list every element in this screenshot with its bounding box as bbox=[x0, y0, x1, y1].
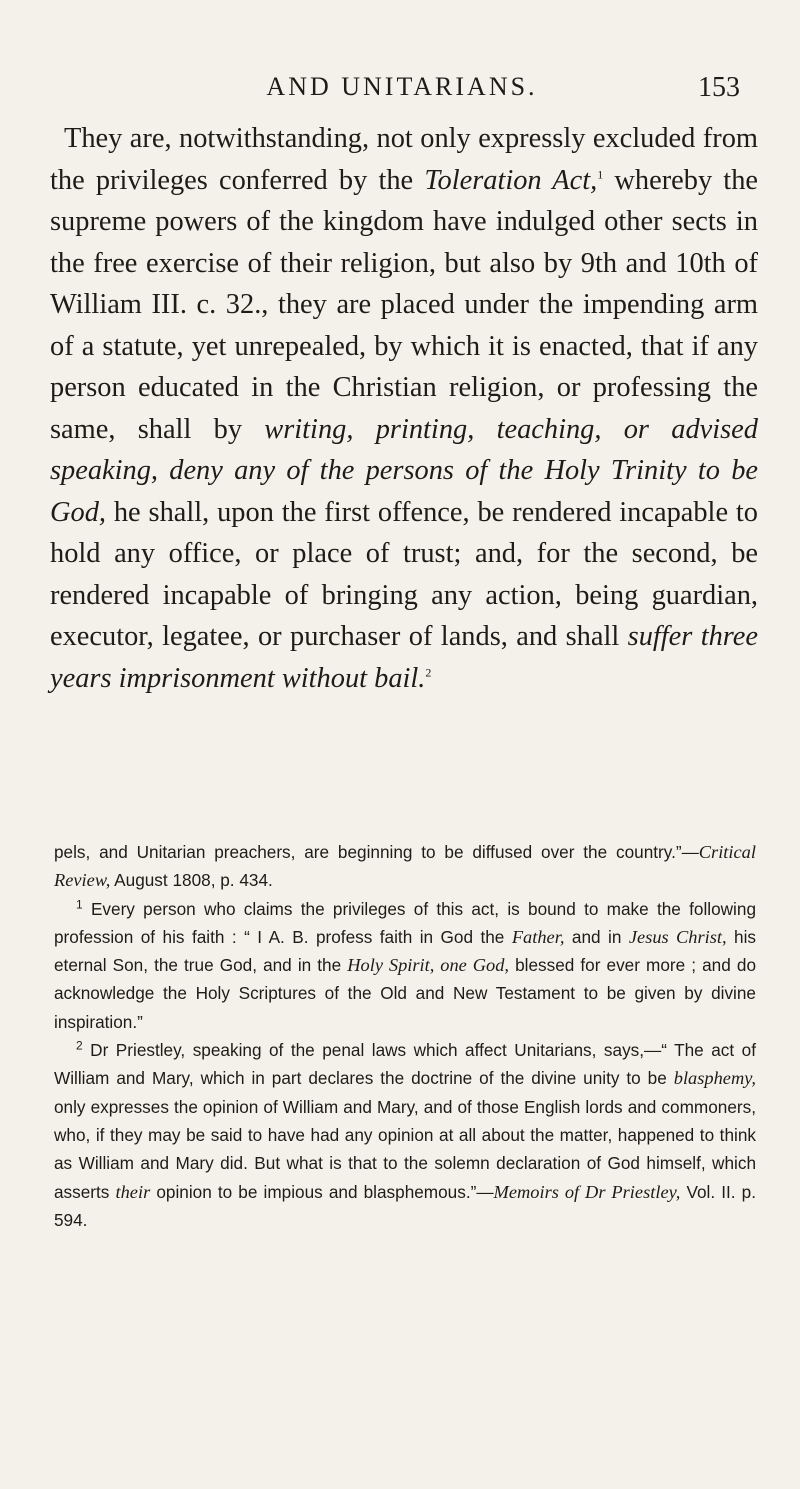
text-run: whereby the supreme powers of the kingdom have indulged other sects in the free exercise of their religion, but also by 9th and 10th of William III. c. 32., they are placed under the impending arm of a statute, yet unrepealed, by which it is enacted, that if any person educated in the Christian religion, or professing the same, shall by bbox=[50, 164, 758, 445]
footnote-1 bbox=[54, 895, 756, 1036]
text-run: pels, and Unitarian preachers, are beginning to be diffused over the country.”— bbox=[54, 842, 699, 862]
footnotes bbox=[54, 838, 756, 1234]
text-run: August 1808, p. 434. bbox=[110, 870, 273, 891]
footnote-ref-2: 2 bbox=[425, 665, 432, 680]
text-run: and in bbox=[564, 926, 629, 947]
text-run: Vol. II. p. 594. bbox=[54, 1181, 756, 1230]
text-run: Dr Priestley, speaking of the penal laws which affect Unitarians, says,—“ The act of William and Mary, which in part declares the doctrine of the divine unity to be bbox=[54, 1040, 756, 1089]
footnote-mark: 2 bbox=[76, 1038, 83, 1053]
text-run: They are, notwithstanding, not only expressly excluded from the privileges conferred by the bbox=[50, 123, 758, 196]
italic-run: Critical Review, bbox=[54, 842, 756, 891]
footnote-ref-1: 1 bbox=[597, 167, 604, 182]
text-run: only expresses the opinion of William and Mary, and of those English lords and commoners, who, if they may be said to have had any opinion at all about the matter, happened to think as William and Mary did. But what is that to the solemn declaration of God himself, which asserts bbox=[54, 1096, 756, 1202]
text-run: his eternal Son, the true God, and in the bbox=[54, 926, 757, 976]
italic-run: blasphemy, bbox=[673, 1068, 756, 1089]
page-header bbox=[52, 72, 752, 112]
footnote-2 bbox=[54, 1036, 756, 1234]
text-run: blessed for ever more ; and do acknowledge the Holy Scriptures of the Old and New Testament to be given by divine inspiration.” bbox=[54, 955, 756, 1032]
italic-run: Father, bbox=[511, 926, 565, 947]
italic-run: Toleration Act, bbox=[424, 164, 598, 196]
footnote-continuation bbox=[54, 838, 756, 895]
main-paragraph bbox=[50, 118, 758, 699]
italic-run: suffer three years imprisonment without bail. bbox=[50, 621, 759, 694]
page-number: 153 bbox=[698, 72, 740, 103]
italic-run: writing, printing, teaching, or advised speaking, deny any of the persons of the Holy Trinity to be God, bbox=[50, 413, 758, 528]
italic-run: Jesus Christ, bbox=[628, 926, 727, 947]
italic-run: their bbox=[115, 1181, 151, 1202]
text-run: Every person who claims the privileges of this act, is bound to make the following profession of his faith : “ I A. B. profess faith in God the bbox=[54, 898, 756, 947]
text-run: opinion to be impious and blasphemous.”— bbox=[150, 1181, 494, 1202]
running-head: AND UNITARIANS. bbox=[266, 72, 538, 101]
text-run: he shall, upon the first offence, be rendered incapable to hold any office, or place of trust; and, for the second, be rendered incapable of bringing any action, being guardian, executor, legatee, or purchaser of lands, and shall bbox=[50, 496, 758, 652]
paragraph bbox=[50, 118, 758, 699]
footnote-mark: 1 bbox=[76, 896, 83, 911]
italic-run: Memoirs of Dr Priestley, bbox=[493, 1181, 681, 1202]
italic-run: Holy Spirit, one God, bbox=[347, 955, 509, 976]
